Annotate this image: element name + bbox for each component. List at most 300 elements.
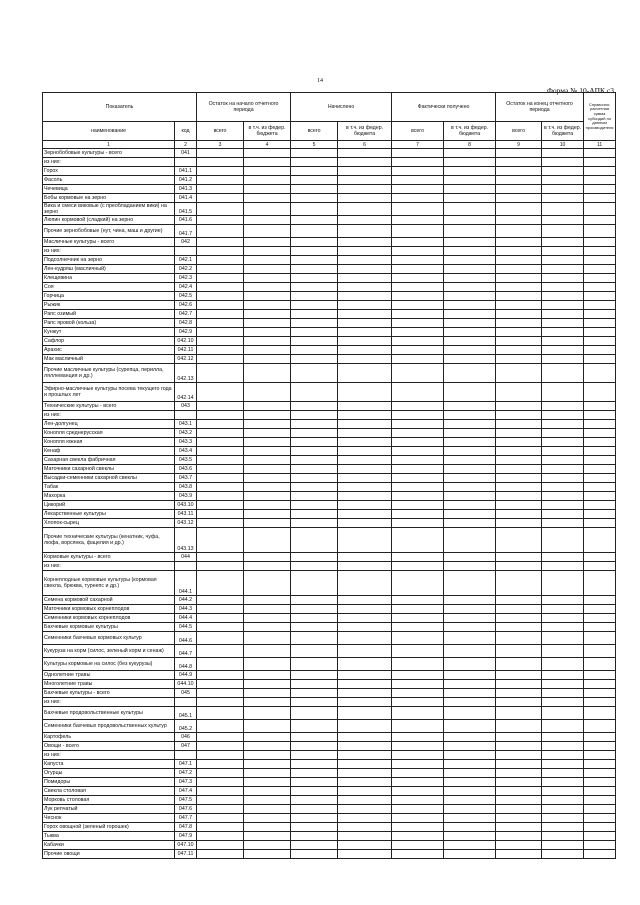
data-cell[interactable] (392, 274, 444, 283)
data-cell[interactable] (496, 492, 542, 501)
data-cell[interactable] (584, 185, 616, 194)
data-cell[interactable] (542, 203, 584, 216)
data-cell[interactable] (496, 596, 542, 605)
data-cell[interactable] (392, 176, 444, 185)
data-cell[interactable] (542, 645, 584, 658)
data-cell[interactable] (291, 751, 338, 760)
data-cell[interactable] (392, 510, 444, 519)
data-cell[interactable] (542, 411, 584, 420)
data-cell[interactable] (392, 328, 444, 337)
data-cell[interactable] (244, 158, 291, 167)
data-cell[interactable] (496, 562, 542, 571)
data-cell[interactable] (392, 769, 444, 778)
data-cell[interactable] (244, 614, 291, 623)
data-cell[interactable] (197, 483, 244, 492)
data-cell[interactable] (291, 283, 338, 292)
data-cell[interactable] (392, 203, 444, 216)
data-cell[interactable] (542, 492, 584, 501)
data-cell[interactable] (444, 492, 496, 501)
data-cell[interactable] (392, 720, 444, 733)
data-cell[interactable] (197, 402, 244, 411)
data-cell[interactable] (444, 562, 496, 571)
data-cell[interactable] (291, 185, 338, 194)
data-cell[interactable] (244, 465, 291, 474)
data-cell[interactable] (542, 680, 584, 689)
data-cell[interactable] (444, 658, 496, 671)
data-cell[interactable] (244, 319, 291, 328)
data-cell[interactable] (197, 805, 244, 814)
data-cell[interactable] (542, 194, 584, 203)
data-cell[interactable] (338, 720, 392, 733)
data-cell[interactable] (338, 283, 392, 292)
data-cell[interactable] (542, 355, 584, 364)
data-cell[interactable] (444, 814, 496, 823)
data-cell[interactable] (444, 841, 496, 850)
data-cell[interactable] (244, 553, 291, 562)
data-cell[interactable] (244, 402, 291, 411)
data-cell[interactable] (392, 194, 444, 203)
data-cell[interactable] (392, 447, 444, 456)
data-cell[interactable] (338, 185, 392, 194)
data-cell[interactable] (338, 623, 392, 632)
data-cell[interactable] (392, 742, 444, 751)
data-cell[interactable] (542, 301, 584, 310)
data-cell[interactable] (496, 420, 542, 429)
data-cell[interactable] (542, 185, 584, 194)
data-cell[interactable] (291, 645, 338, 658)
data-cell[interactable] (496, 225, 542, 238)
data-cell[interactable] (496, 519, 542, 528)
data-cell[interactable] (197, 720, 244, 733)
data-cell[interactable] (291, 492, 338, 501)
data-cell[interactable] (392, 632, 444, 645)
data-cell[interactable] (444, 310, 496, 319)
data-cell[interactable] (392, 841, 444, 850)
data-cell[interactable] (392, 167, 444, 176)
data-cell[interactable] (542, 814, 584, 823)
data-cell[interactable] (584, 707, 616, 720)
data-cell[interactable] (584, 158, 616, 167)
data-cell[interactable] (244, 411, 291, 420)
data-cell[interactable] (444, 402, 496, 411)
data-cell[interactable] (291, 760, 338, 769)
data-cell[interactable] (542, 571, 584, 596)
data-cell[interactable] (584, 447, 616, 456)
data-cell[interactable] (444, 149, 496, 158)
data-cell[interactable] (584, 364, 616, 383)
data-cell[interactable] (338, 310, 392, 319)
data-cell[interactable] (496, 337, 542, 346)
data-cell[interactable] (542, 769, 584, 778)
data-cell[interactable] (291, 501, 338, 510)
data-cell[interactable] (244, 796, 291, 805)
data-cell[interactable] (496, 429, 542, 438)
data-cell[interactable] (338, 483, 392, 492)
data-cell[interactable] (244, 256, 291, 265)
data-cell[interactable] (542, 841, 584, 850)
data-cell[interactable] (542, 501, 584, 510)
data-cell[interactable] (584, 645, 616, 658)
data-cell[interactable] (244, 769, 291, 778)
data-cell[interactable] (338, 632, 392, 645)
data-cell[interactable] (197, 778, 244, 787)
data-cell[interactable] (542, 364, 584, 383)
data-cell[interactable] (542, 319, 584, 328)
data-cell[interactable] (244, 623, 291, 632)
data-cell[interactable] (291, 742, 338, 751)
data-cell[interactable] (338, 474, 392, 483)
data-cell[interactable] (197, 769, 244, 778)
data-cell[interactable] (496, 438, 542, 447)
data-cell[interactable] (496, 256, 542, 265)
data-cell[interactable] (392, 680, 444, 689)
data-cell[interactable] (392, 292, 444, 301)
data-cell[interactable] (338, 194, 392, 203)
data-cell[interactable] (392, 832, 444, 841)
data-cell[interactable] (584, 680, 616, 689)
data-cell[interactable] (496, 832, 542, 841)
data-cell[interactable] (496, 645, 542, 658)
data-cell[interactable] (496, 720, 542, 733)
data-cell[interactable] (392, 474, 444, 483)
data-cell[interactable] (542, 447, 584, 456)
data-cell[interactable] (444, 632, 496, 645)
data-cell[interactable] (584, 328, 616, 337)
data-cell[interactable] (542, 832, 584, 841)
data-cell[interactable] (338, 501, 392, 510)
data-cell[interactable] (496, 680, 542, 689)
data-cell[interactable] (584, 519, 616, 528)
data-cell[interactable] (244, 383, 291, 402)
data-cell[interactable] (291, 411, 338, 420)
data-cell[interactable] (542, 238, 584, 247)
data-cell[interactable] (291, 438, 338, 447)
data-cell[interactable] (338, 301, 392, 310)
data-cell[interactable] (197, 751, 244, 760)
data-cell[interactable] (291, 194, 338, 203)
data-cell[interactable] (291, 689, 338, 698)
data-cell[interactable] (244, 571, 291, 596)
data-cell[interactable] (338, 832, 392, 841)
data-cell[interactable] (584, 720, 616, 733)
data-cell[interactable] (496, 483, 542, 492)
data-cell[interactable] (392, 778, 444, 787)
data-cell[interactable] (392, 238, 444, 247)
data-cell[interactable] (291, 474, 338, 483)
data-cell[interactable] (197, 247, 244, 256)
data-cell[interactable] (444, 519, 496, 528)
data-cell[interactable] (496, 814, 542, 823)
data-cell[interactable] (542, 256, 584, 265)
data-cell[interactable] (338, 429, 392, 438)
data-cell[interactable] (542, 265, 584, 274)
data-cell[interactable] (291, 707, 338, 720)
data-cell[interactable] (291, 614, 338, 623)
data-cell[interactable] (584, 474, 616, 483)
data-cell[interactable] (392, 492, 444, 501)
data-cell[interactable] (542, 483, 584, 492)
data-cell[interactable] (291, 247, 338, 256)
data-cell[interactable] (244, 364, 291, 383)
data-cell[interactable] (392, 283, 444, 292)
data-cell[interactable] (584, 850, 616, 859)
data-cell[interactable] (496, 167, 542, 176)
data-cell[interactable] (542, 605, 584, 614)
data-cell[interactable] (444, 805, 496, 814)
data-cell[interactable] (584, 832, 616, 841)
data-cell[interactable] (444, 832, 496, 841)
data-cell[interactable] (338, 680, 392, 689)
data-cell[interactable] (291, 814, 338, 823)
data-cell[interactable] (496, 158, 542, 167)
data-cell[interactable] (338, 492, 392, 501)
data-cell[interactable] (197, 501, 244, 510)
data-cell[interactable] (197, 787, 244, 796)
data-cell[interactable] (496, 658, 542, 671)
data-cell[interactable] (392, 337, 444, 346)
data-cell[interactable] (392, 528, 444, 553)
data-cell[interactable] (291, 796, 338, 805)
data-cell[interactable] (444, 553, 496, 562)
data-cell[interactable] (496, 185, 542, 194)
data-cell[interactable] (291, 623, 338, 632)
data-cell[interactable] (197, 301, 244, 310)
data-cell[interactable] (444, 383, 496, 402)
data-cell[interactable] (197, 438, 244, 447)
data-cell[interactable] (338, 742, 392, 751)
data-cell[interactable] (444, 680, 496, 689)
data-cell[interactable] (197, 528, 244, 553)
data-cell[interactable] (244, 346, 291, 355)
data-cell[interactable] (584, 274, 616, 283)
data-cell[interactable] (444, 605, 496, 614)
data-cell[interactable] (496, 614, 542, 623)
data-cell[interactable] (542, 707, 584, 720)
data-cell[interactable] (291, 176, 338, 185)
data-cell[interactable] (584, 623, 616, 632)
data-cell[interactable] (244, 247, 291, 256)
data-cell[interactable] (244, 149, 291, 158)
data-cell[interactable] (338, 671, 392, 680)
data-cell[interactable] (584, 310, 616, 319)
data-cell[interactable] (584, 632, 616, 645)
data-cell[interactable] (197, 689, 244, 698)
data-cell[interactable] (392, 596, 444, 605)
data-cell[interactable] (338, 707, 392, 720)
data-cell[interactable] (338, 402, 392, 411)
data-cell[interactable] (244, 689, 291, 698)
data-cell[interactable] (496, 194, 542, 203)
data-cell[interactable] (444, 283, 496, 292)
data-cell[interactable] (244, 456, 291, 465)
data-cell[interactable] (584, 346, 616, 355)
data-cell[interactable] (584, 411, 616, 420)
data-cell[interactable] (392, 850, 444, 859)
data-cell[interactable] (496, 383, 542, 402)
data-cell[interactable] (291, 364, 338, 383)
data-cell[interactable] (338, 698, 392, 707)
data-cell[interactable] (392, 805, 444, 814)
data-cell[interactable] (542, 247, 584, 256)
data-cell[interactable] (496, 605, 542, 614)
data-cell[interactable] (542, 823, 584, 832)
data-cell[interactable] (584, 149, 616, 158)
data-cell[interactable] (291, 203, 338, 216)
data-cell[interactable] (244, 805, 291, 814)
data-cell[interactable] (584, 438, 616, 447)
data-cell[interactable] (197, 176, 244, 185)
data-cell[interactable] (392, 456, 444, 465)
data-cell[interactable] (291, 596, 338, 605)
data-cell[interactable] (496, 841, 542, 850)
data-cell[interactable] (338, 328, 392, 337)
data-cell[interactable] (542, 733, 584, 742)
data-cell[interactable] (584, 814, 616, 823)
data-cell[interactable] (542, 562, 584, 571)
data-cell[interactable] (392, 420, 444, 429)
data-cell[interactable] (244, 823, 291, 832)
data-cell[interactable] (496, 778, 542, 787)
data-cell[interactable] (197, 671, 244, 680)
data-cell[interactable] (197, 571, 244, 596)
data-cell[interactable] (496, 364, 542, 383)
data-cell[interactable] (338, 256, 392, 265)
data-cell[interactable] (197, 203, 244, 216)
data-cell[interactable] (584, 501, 616, 510)
data-cell[interactable] (444, 510, 496, 519)
data-cell[interactable] (496, 474, 542, 483)
data-cell[interactable] (197, 832, 244, 841)
data-cell[interactable] (244, 483, 291, 492)
data-cell[interactable] (496, 310, 542, 319)
data-cell[interactable] (197, 850, 244, 859)
data-cell[interactable] (444, 501, 496, 510)
data-cell[interactable] (584, 167, 616, 176)
data-cell[interactable] (244, 310, 291, 319)
data-cell[interactable] (496, 823, 542, 832)
data-cell[interactable] (338, 796, 392, 805)
data-cell[interactable] (338, 658, 392, 671)
data-cell[interactable] (291, 562, 338, 571)
data-cell[interactable] (197, 167, 244, 176)
data-cell[interactable] (444, 364, 496, 383)
data-cell[interactable] (244, 733, 291, 742)
data-cell[interactable] (542, 465, 584, 474)
data-cell[interactable] (338, 562, 392, 571)
data-cell[interactable] (444, 420, 496, 429)
data-cell[interactable] (338, 355, 392, 364)
data-cell[interactable] (197, 420, 244, 429)
data-cell[interactable] (444, 720, 496, 733)
data-cell[interactable] (244, 167, 291, 176)
data-cell[interactable] (392, 501, 444, 510)
data-cell[interactable] (291, 256, 338, 265)
data-cell[interactable] (392, 149, 444, 158)
data-cell[interactable] (291, 571, 338, 596)
data-cell[interactable] (542, 632, 584, 645)
data-cell[interactable] (444, 447, 496, 456)
data-cell[interactable] (584, 769, 616, 778)
data-cell[interactable] (197, 283, 244, 292)
data-cell[interactable] (584, 689, 616, 698)
data-cell[interactable] (291, 605, 338, 614)
data-cell[interactable] (244, 501, 291, 510)
data-cell[interactable] (584, 605, 616, 614)
data-cell[interactable] (444, 176, 496, 185)
data-cell[interactable] (584, 733, 616, 742)
data-cell[interactable] (197, 355, 244, 364)
data-cell[interactable] (338, 850, 392, 859)
data-cell[interactable] (197, 310, 244, 319)
data-cell[interactable] (197, 337, 244, 346)
data-cell[interactable] (444, 292, 496, 301)
data-cell[interactable] (584, 355, 616, 364)
data-cell[interactable] (496, 283, 542, 292)
data-cell[interactable] (542, 778, 584, 787)
data-cell[interactable] (584, 778, 616, 787)
data-cell[interactable] (244, 596, 291, 605)
data-cell[interactable] (392, 465, 444, 474)
data-cell[interactable] (496, 355, 542, 364)
data-cell[interactable] (584, 596, 616, 605)
data-cell[interactable] (444, 483, 496, 492)
data-cell[interactable] (244, 680, 291, 689)
data-cell[interactable] (291, 265, 338, 274)
data-cell[interactable] (542, 742, 584, 751)
data-cell[interactable] (197, 429, 244, 438)
data-cell[interactable] (338, 337, 392, 346)
data-cell[interactable] (496, 510, 542, 519)
data-cell[interactable] (444, 337, 496, 346)
data-cell[interactable] (496, 698, 542, 707)
data-cell[interactable] (197, 256, 244, 265)
data-cell[interactable] (291, 465, 338, 474)
data-cell[interactable] (542, 671, 584, 680)
data-cell[interactable] (496, 402, 542, 411)
data-cell[interactable] (444, 319, 496, 328)
data-cell[interactable] (392, 483, 444, 492)
data-cell[interactable] (244, 742, 291, 751)
data-cell[interactable] (584, 483, 616, 492)
data-cell[interactable] (496, 456, 542, 465)
data-cell[interactable] (496, 623, 542, 632)
data-cell[interactable] (197, 292, 244, 301)
data-cell[interactable] (291, 456, 338, 465)
data-cell[interactable] (197, 760, 244, 769)
data-cell[interactable] (197, 238, 244, 247)
data-cell[interactable] (444, 787, 496, 796)
data-cell[interactable] (542, 720, 584, 733)
data-cell[interactable] (496, 528, 542, 553)
data-cell[interactable] (197, 465, 244, 474)
data-cell[interactable] (392, 383, 444, 402)
data-cell[interactable] (496, 319, 542, 328)
data-cell[interactable] (197, 742, 244, 751)
data-cell[interactable] (542, 510, 584, 519)
data-cell[interactable] (542, 519, 584, 528)
data-cell[interactable] (197, 658, 244, 671)
data-cell[interactable] (244, 438, 291, 447)
data-cell[interactable] (291, 483, 338, 492)
data-cell[interactable] (496, 411, 542, 420)
data-cell[interactable] (291, 319, 338, 328)
data-cell[interactable] (244, 225, 291, 238)
data-cell[interactable] (542, 553, 584, 562)
data-cell[interactable] (392, 671, 444, 680)
data-cell[interactable] (542, 274, 584, 283)
data-cell[interactable] (197, 456, 244, 465)
data-cell[interactable] (542, 225, 584, 238)
